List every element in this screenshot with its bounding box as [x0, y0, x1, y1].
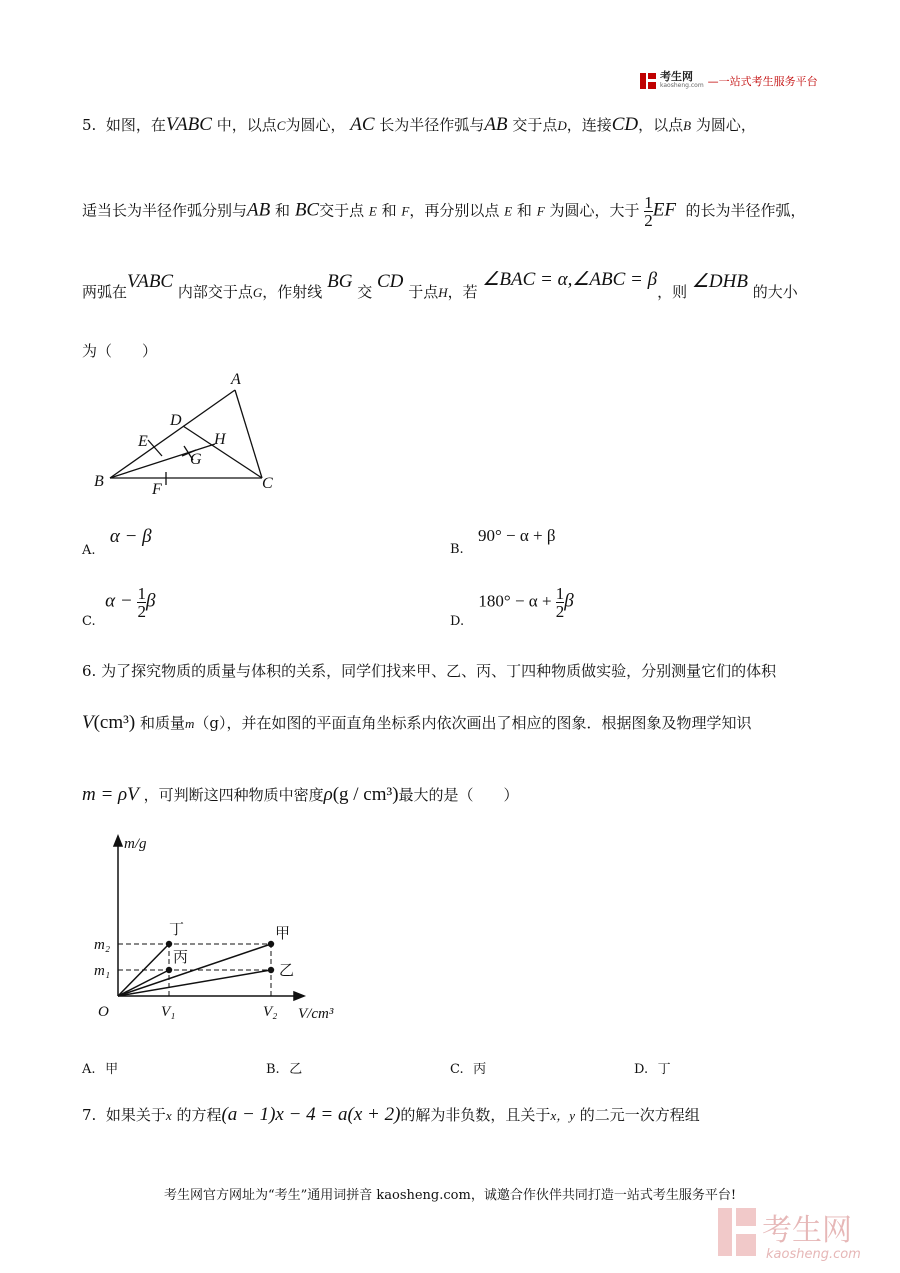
x-tick-label-2: V₂ — [263, 1004, 278, 1020]
q5-line1: 5. 如图，在VABC 中，以点C为圆心， AC 长为半径作弧与AB 交于点D，连接CD，以点B 为圆心， — [82, 114, 756, 135]
origin-label: O — [98, 1004, 109, 1020]
watermark — [718, 1204, 878, 1264]
label-b: B — [94, 473, 104, 490]
q6-line2: V(cm³) 和质量m（g），并在如图的平面直角坐标系内依次画出了相应的图象．根据图象及物理学知识 — [82, 712, 752, 733]
q5-line2: 适当长为半径作弧分别与AB 和 BC交于点 E 和 F，再分别以点 E 和 F 为圆心，大于 $\frac{1}{2}$ EF 的长为半径作弧， — [82, 193, 806, 230]
svg-text:考生网: 考生网 — [762, 1213, 852, 1248]
series-point-2 — [268, 941, 274, 947]
label-d: D — [170, 412, 182, 429]
y-axis-arrow — [114, 836, 122, 846]
fraction-half: $\frac{1}{2}$ — [644, 193, 653, 230]
label-g: G — [190, 451, 202, 468]
q6-option-a[interactable]: A. 甲 — [82, 1062, 119, 1077]
q5-option-c[interactable]: C. α − $\frac{1}{2}$ β — [82, 584, 156, 629]
label-h: H — [214, 431, 226, 448]
q5-option-b[interactable]: B. 90° − α + β — [450, 526, 556, 557]
q6-line3: m = ρV ，可判断这四种物质中密度ρ(g / cm³)最大的是（ ） — [82, 784, 519, 805]
mass-volume-chart — [88, 828, 358, 1028]
series-point-4 — [268, 967, 274, 973]
q5-option-a[interactable]: A. α − β — [82, 526, 152, 558]
series-line-4 — [118, 970, 271, 996]
triangle-figure — [90, 368, 290, 498]
side-ac — [235, 390, 262, 478]
y-tick-label-2: m₂ — [94, 937, 111, 953]
series-point-1 — [166, 941, 172, 947]
brand-name: 考生网 — [660, 70, 693, 83]
label-a: A — [231, 371, 241, 388]
brand-slogan: —一站式考生服务平台 — [707, 74, 818, 88]
label-f: F — [152, 481, 162, 498]
brand-url: kaosheng.com — [660, 82, 704, 89]
q5-line4: 为（ ） — [82, 342, 158, 360]
watermark-logo-icon — [718, 1204, 878, 1264]
q6-line1: 6. 为了探究物质的质量与体积的关系，同学们找来甲、乙、丙、丁四种物质做实验，分别测量它们的体积 — [82, 662, 777, 680]
q6-option-b[interactable]: B. 乙 — [266, 1062, 303, 1077]
brand-logo-icon — [640, 73, 656, 89]
x-tick-label-1: V₁ — [161, 1004, 176, 1020]
q6-option-d[interactable]: D. 丁 — [634, 1062, 671, 1077]
footer-text: 考生网官方网址为“考生”通用词拼音 kaosheng.com，诚邀合作伙伴共同打造一站式考生服务平台! — [163, 1188, 737, 1203]
label-e: E — [138, 433, 148, 450]
series-label-1: 丁 — [169, 920, 185, 938]
header-logo — [640, 72, 818, 89]
series-label-3: 丙 — [173, 948, 189, 966]
series-label-2: 甲 — [275, 924, 291, 942]
q6-option-c[interactable]: C. 丙 — [450, 1062, 487, 1077]
x-axis-label: V/cm³ — [298, 1006, 334, 1022]
series-point-3 — [166, 967, 172, 973]
q7-line1: 7. 如果关于x 的方程(a − 1)x − 4 = a(x + 2)的解为非负数，且关于x，y 的二元一次方程组 — [82, 1104, 700, 1125]
series-label-4: 乙 — [279, 961, 295, 979]
x-axis-arrow — [294, 992, 304, 1000]
q5-line3: 两弧在VABC 内部交于点G，作射线 BG 交 CD 于点H，若 ∠BAC = α,∠ABC = β，则 ∠DHB 的大小 — [82, 269, 798, 301]
y-axis-label: m/g — [124, 836, 147, 852]
svg-text:kaosheng.com: kaosheng.com — [766, 1247, 861, 1262]
label-c: C — [262, 475, 273, 492]
q5-option-d[interactable]: D. 180° − α + $\frac{1}{2}$ β — [450, 584, 574, 629]
y-tick-label-1: m₁ — [94, 963, 111, 979]
